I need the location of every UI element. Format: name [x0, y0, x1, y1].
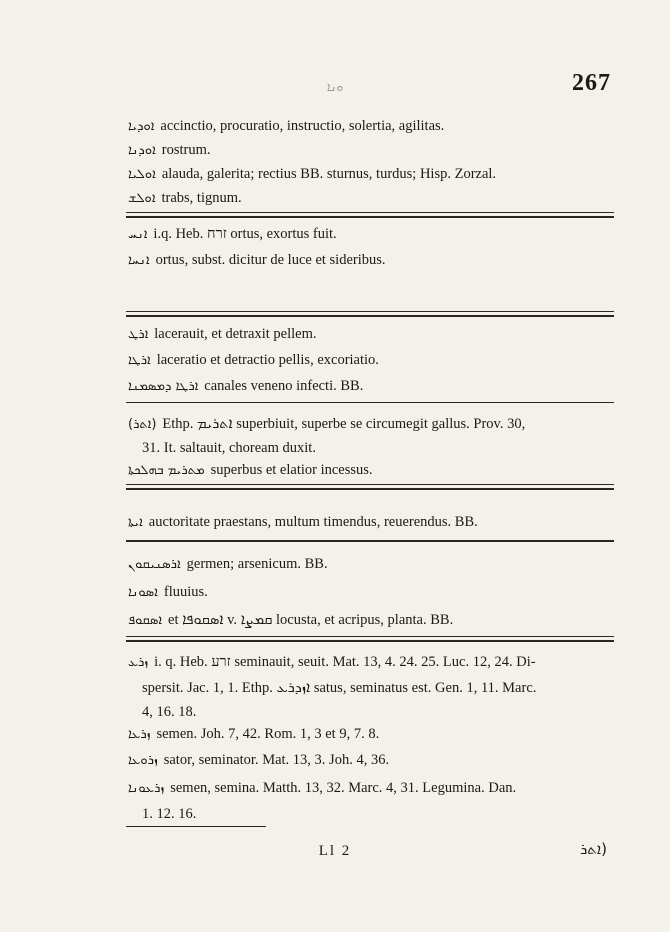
section-rule: [126, 636, 614, 642]
definition: ortus, subst. dicitur de luce et sideribus.: [155, 252, 386, 268]
definition: sator, seminator. Mat. 13, 3. Joh. 4, 36.: [163, 752, 390, 768]
page-number: 267: [572, 70, 611, 96]
entry-line: [128, 654, 614, 671]
syriac-headword: ܐܪܛܐ ܕܡܣܡܢܐ: [128, 379, 199, 394]
syriac-headword: ܙܪܥ: [128, 655, 149, 670]
definition: semen, semina. Matth. 13, 32. Marc. 4, 31. Legumina. Dan.: [170, 780, 517, 796]
definition: accinctio, procuratio, instructio, solertia, agilitas.: [160, 118, 445, 134]
definition: alauda, galerita; rectius BB. sturnus, turdus; Hisp. Zorzal.: [161, 166, 497, 182]
definition: superbus et elatior incessus.: [210, 462, 373, 478]
entry-line: [128, 190, 614, 207]
syriac-headword: ܙܪܥܐ: [128, 727, 151, 742]
entry-line: [128, 166, 614, 183]
definition: Ethp. ܐܬܪܝܡ superbiuit, superbe se circumegit gallus. Prov. 30,: [162, 416, 526, 432]
definition: lacerauit, et detraxit pellem.: [154, 326, 317, 342]
entry-line: [142, 806, 614, 822]
entry-line: [128, 584, 614, 601]
signature-mark: Ll 2: [318, 843, 352, 859]
syriac-headword: ܙܪܘܥܐ: [128, 753, 158, 768]
entry-line: [128, 252, 614, 269]
entry-line: [128, 780, 614, 797]
entry-line: [142, 680, 614, 696]
syriac-headword: ܐܪܛܐ: [128, 353, 151, 368]
entry-line: [142, 440, 614, 456]
section-rule: [126, 484, 614, 490]
entry-line: [128, 726, 614, 743]
entry-line: [142, 704, 614, 720]
syriac-headword: ܐܘܠܫ: [128, 191, 156, 206]
syriac-headword: ܡܬܪܝܡ ܒܗܠܟܬܐ: [128, 463, 205, 478]
running-head: ܘܢܐ: [326, 80, 344, 94]
entry-line: [128, 612, 614, 629]
entry-line: [128, 118, 614, 135]
entry-line: [128, 416, 614, 433]
definition: 31. It. saltauit, choream duxit.: [142, 440, 316, 456]
entry-line: [128, 142, 614, 159]
entry-line: [128, 556, 614, 573]
definition: trabs, tignum.: [161, 190, 242, 206]
entry-line: [128, 352, 614, 369]
entry-line: [128, 462, 614, 479]
syriac-headword: ܐܘܕܝܐ: [128, 119, 155, 134]
syriac-headword: ܐܝܬܐ: [128, 515, 143, 530]
syriac-headword: (ܐܬܪ): [128, 417, 157, 432]
entry-line: [128, 378, 614, 395]
syriac-headword: ܙܪܥܘܢܐ: [128, 781, 165, 796]
syriac-headword: ܐܣܩܘܦ: [128, 613, 163, 628]
definition: fluuius.: [163, 584, 208, 600]
syriac-headword: ܐܪܣܢܝܩܘܢ: [128, 557, 181, 572]
definition: et ܐܣܩܘܦܐ v. ܩܡܨܐ locusta, et acripus, planta. BB.: [168, 612, 454, 628]
entry-line: [128, 514, 614, 531]
definition: auctoritate praestans, multum timendus, reuerendus. BB.: [148, 514, 478, 530]
syriac-headword: ܐܪܛ: [128, 327, 149, 342]
footer-rule: [126, 826, 266, 827]
section-rule: [126, 311, 614, 317]
definition: germen; arsenicum. BB.: [186, 556, 328, 572]
syriac-headword: ܐܘܕܢܐ: [128, 143, 156, 158]
definition: rostrum.: [161, 142, 211, 158]
definition: semen. Joh. 7, 42. Rom. 1, 3 et 9, 7. 8.: [156, 726, 380, 742]
syriac-headword: ܐܣܘܢܐ: [128, 585, 158, 600]
entry-line: [128, 226, 614, 243]
section-rule: [126, 212, 614, 218]
section-rule: [126, 402, 614, 403]
definition: i. q. Heb. זרע seminauit, seuit. Mat. 13, 4. 24. 25. Luc. 12, 24. Di-: [154, 654, 536, 670]
catchword: (ܐܬܪ: [580, 840, 607, 858]
entry-line: [128, 326, 614, 343]
definition: 4, 16. 18.: [142, 704, 197, 720]
definition: canales veneno infecti. BB.: [204, 378, 364, 394]
entry-line: [128, 752, 614, 769]
syriac-headword: ܐܢܚ: [128, 227, 148, 242]
syriac-headword: ܐܘܠܝܐ: [128, 167, 156, 182]
section-rule: [126, 540, 614, 542]
definition: spersit. Jac. 1, 1. Ethp. ܐܙܕܪܥ satus, seminatus est. Gen. 1, 11. Marc.: [142, 680, 537, 696]
definition: i.q. Heb. זרח ortus, exortus fuit.: [153, 226, 337, 242]
syriac-headword: ܐܢܚܐ: [128, 253, 150, 268]
definition: laceratio et detractio pellis, excoriatio.: [156, 352, 379, 368]
definition: 1. 12. 16.: [142, 806, 197, 822]
